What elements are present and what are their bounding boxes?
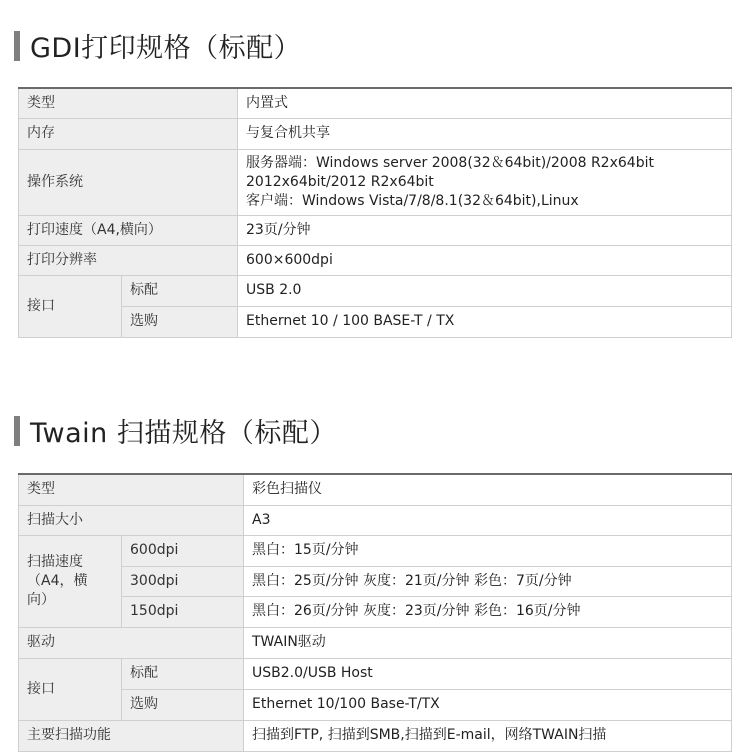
- os-line-client: 客户端：Windows Vista/7/8/8.1(32＆64bit),Linux: [246, 192, 579, 209]
- row-value: USB2.0/USB Host: [244, 658, 732, 689]
- twain-title: Twain 扫描规格（标配）: [30, 418, 337, 449]
- os-line-server: 服务器端：Windows server 2008(32＆64bit)/2008 R2x64bit: [246, 154, 654, 171]
- row-label: 打印分辨率: [19, 245, 238, 275]
- table-row: [19, 149, 732, 215]
- table-row: [19, 689, 732, 720]
- row-value: Ethernet 10 / 100 BASE-T / TX: [238, 306, 732, 337]
- row-value: A3: [244, 505, 732, 535]
- row-value: 23页/分钟: [238, 215, 732, 245]
- row-sublabel: 300dpi: [122, 566, 244, 596]
- row-label: 操作系统: [19, 149, 238, 215]
- table-row: [19, 720, 732, 751]
- row-value: 黑白：26页/分钟 灰度：23页/分钟 彩色：16页/分钟: [244, 596, 732, 627]
- row-label: 接口: [19, 275, 122, 337]
- row-value: 扫描到FTP, 扫描到SMB,扫描到E-mail，网络TWAIN扫描: [244, 720, 732, 751]
- gdi-spec-table: [18, 87, 732, 338]
- table-row: [19, 245, 732, 275]
- title-accent-bar: [14, 416, 20, 446]
- table-row: [19, 505, 732, 535]
- row-value: 彩色扫描仪: [244, 474, 732, 505]
- twain-spec-table: [18, 473, 732, 752]
- table-row: [19, 88, 732, 118]
- row-label: 打印速度（A4,横向）: [19, 215, 238, 245]
- row-value: 黑白：15页/分钟: [244, 535, 732, 566]
- row-label: 扫描大小: [19, 505, 244, 535]
- row-value: 与复合机共享: [238, 118, 732, 149]
- twain-section-title: [14, 411, 337, 450]
- row-sublabel: 600dpi: [122, 535, 244, 566]
- table-row: [19, 306, 732, 337]
- row-label: 主要扫描功能: [19, 720, 244, 751]
- table-row: [19, 215, 732, 245]
- row-sublabel: 标配: [122, 658, 244, 689]
- row-label: 类型: [19, 474, 244, 505]
- row-label: 驱动: [19, 627, 244, 658]
- row-sublabel: 150dpi: [122, 596, 244, 627]
- row-sublabel: 选购: [122, 689, 244, 720]
- row-value: 600×600dpi: [238, 245, 732, 275]
- table-row: [19, 474, 732, 505]
- table-row: [19, 658, 732, 689]
- table-row: [19, 275, 732, 306]
- table-row: [19, 596, 732, 627]
- os-line-server-2: 2012x64bit/2012 R2x64bit: [246, 173, 434, 190]
- scan-speed-label-line: 向）: [27, 591, 55, 608]
- title-accent-bar: [14, 31, 20, 61]
- row-label: 内存: [19, 118, 238, 149]
- table-row: [19, 566, 732, 596]
- os-value: [238, 149, 732, 215]
- scan-speed-label-line: 扫描速度: [27, 553, 83, 570]
- row-value: TWAIN驱动: [244, 627, 732, 658]
- table-row: [19, 535, 732, 566]
- scan-speed-label: [19, 535, 122, 627]
- row-label: 类型: [19, 88, 238, 118]
- row-sublabel: 选购: [122, 306, 238, 337]
- scan-speed-label-line: （A4，横: [27, 572, 88, 589]
- row-value: 黑白：25页/分钟 灰度：21页/分钟 彩色：7页/分钟: [244, 566, 732, 596]
- row-label: 接口: [19, 658, 122, 720]
- table-row: [19, 627, 732, 658]
- gdi-section-title: [14, 26, 301, 65]
- gdi-title: GDI打印规格（标配）: [30, 33, 302, 64]
- row-sublabel: 标配: [122, 275, 238, 306]
- row-value: 内置式: [238, 88, 732, 118]
- row-value: Ethernet 10/100 Base-T/TX: [244, 689, 732, 720]
- row-value: USB 2.0: [238, 275, 732, 306]
- table-row: [19, 118, 732, 149]
